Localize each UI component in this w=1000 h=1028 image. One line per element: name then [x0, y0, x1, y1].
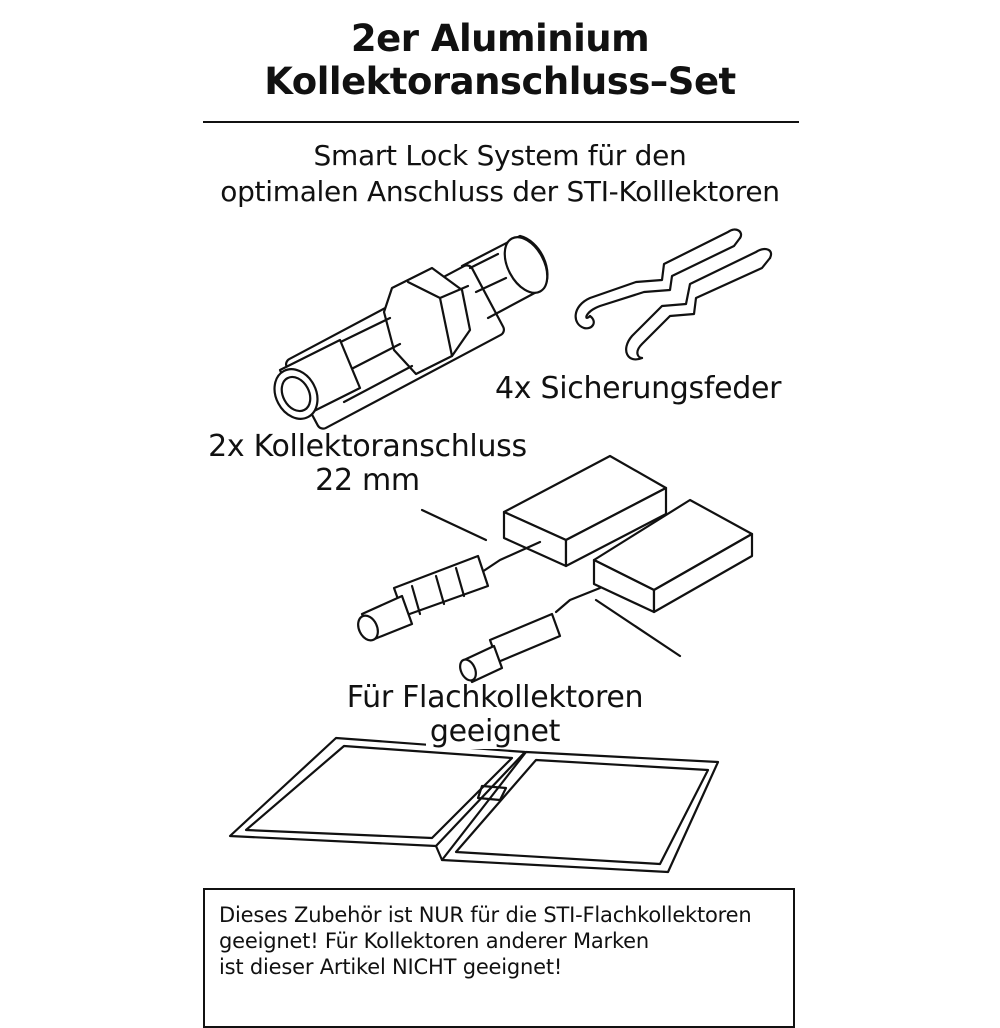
label-flat-line-2: geeignet [426, 715, 564, 749]
label-connectors-line-2: 22 mm [315, 463, 420, 498]
label-connectors [205, 430, 530, 498]
label-springs: 4x Sicherungsfeder [495, 371, 782, 406]
notice-line-3: ist dieser Artikel NICHT geeignet! [219, 955, 563, 979]
label-flat-collectors [330, 681, 660, 749]
flat-collectors-drawing [230, 738, 718, 872]
leader-line [422, 510, 486, 540]
connector-with-sensor-1 [354, 542, 540, 644]
label-connectors-line-1: 2x Kollektoranschluss [208, 429, 527, 464]
subtitle-line-1: Smart Lock System für den [313, 139, 687, 172]
title-line-2: Kollektoranschluss–Set [264, 59, 736, 103]
spring-clips-drawing [576, 230, 771, 360]
notice-line-2: geeignet! Für Kollektoren anderer Marken [219, 929, 650, 953]
label-flat-line-1: Für Flachkollektoren [346, 680, 644, 715]
subtitle-line-2: optimalen Anschluss der STI-Kolllektoren [220, 175, 780, 208]
title-line-1: 2er Aluminium [350, 17, 650, 60]
notice-box [203, 888, 795, 1028]
notice-line-1: Dieses Zubehör ist NUR für die STI-Flachkollektoren [219, 903, 752, 927]
